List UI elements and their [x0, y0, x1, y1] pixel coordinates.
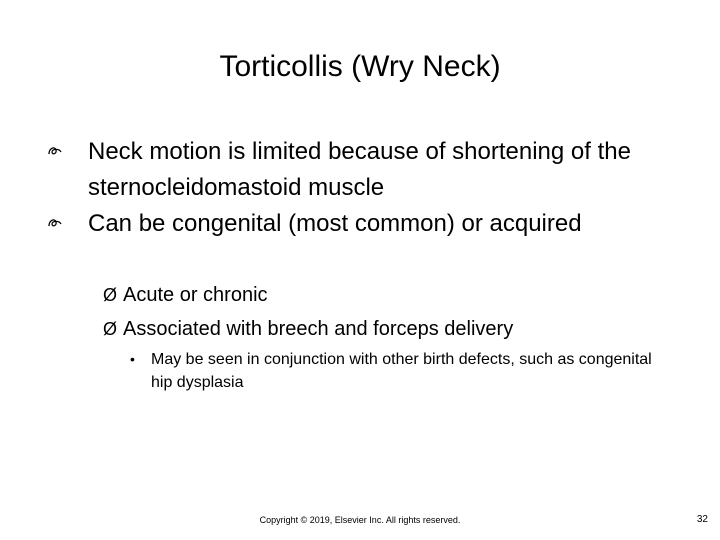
sub-bullet-item [104, 281, 664, 309]
arrow-bullet-icon: Ø [103, 285, 118, 305]
sub-bullet-text: Acute or chronic [123, 284, 268, 306]
bullet-text: Neck motion is limited because of shortening of the sternocleidomastoid muscle [88, 138, 631, 201]
sub-bullet-item [104, 315, 664, 343]
footer-copyright: Copyright © 2019, Elsevier Inc. All rights reserved. [259, 515, 461, 525]
sub-sub-bullet-text: May be seen in conjunction with other birth defects, such as congenital hip dysplasia [151, 351, 652, 391]
bullet-item [88, 206, 678, 242]
bullet-item [88, 134, 678, 206]
spiral-bullet-icon [47, 212, 63, 234]
sub-sub-bullet-item [130, 348, 671, 394]
bullet-text: Can be congenital (most common) or acquired [88, 210, 582, 237]
dot-bullet-icon: • [130, 351, 135, 367]
page-number: 32 [696, 514, 708, 525]
slide-title: Torticollis (Wry Neck) [219, 50, 501, 83]
arrow-bullet-icon: Ø [103, 319, 118, 339]
spiral-bullet-icon [47, 140, 63, 162]
sub-bullet-text: Associated with breech and forceps delivery [123, 318, 514, 340]
